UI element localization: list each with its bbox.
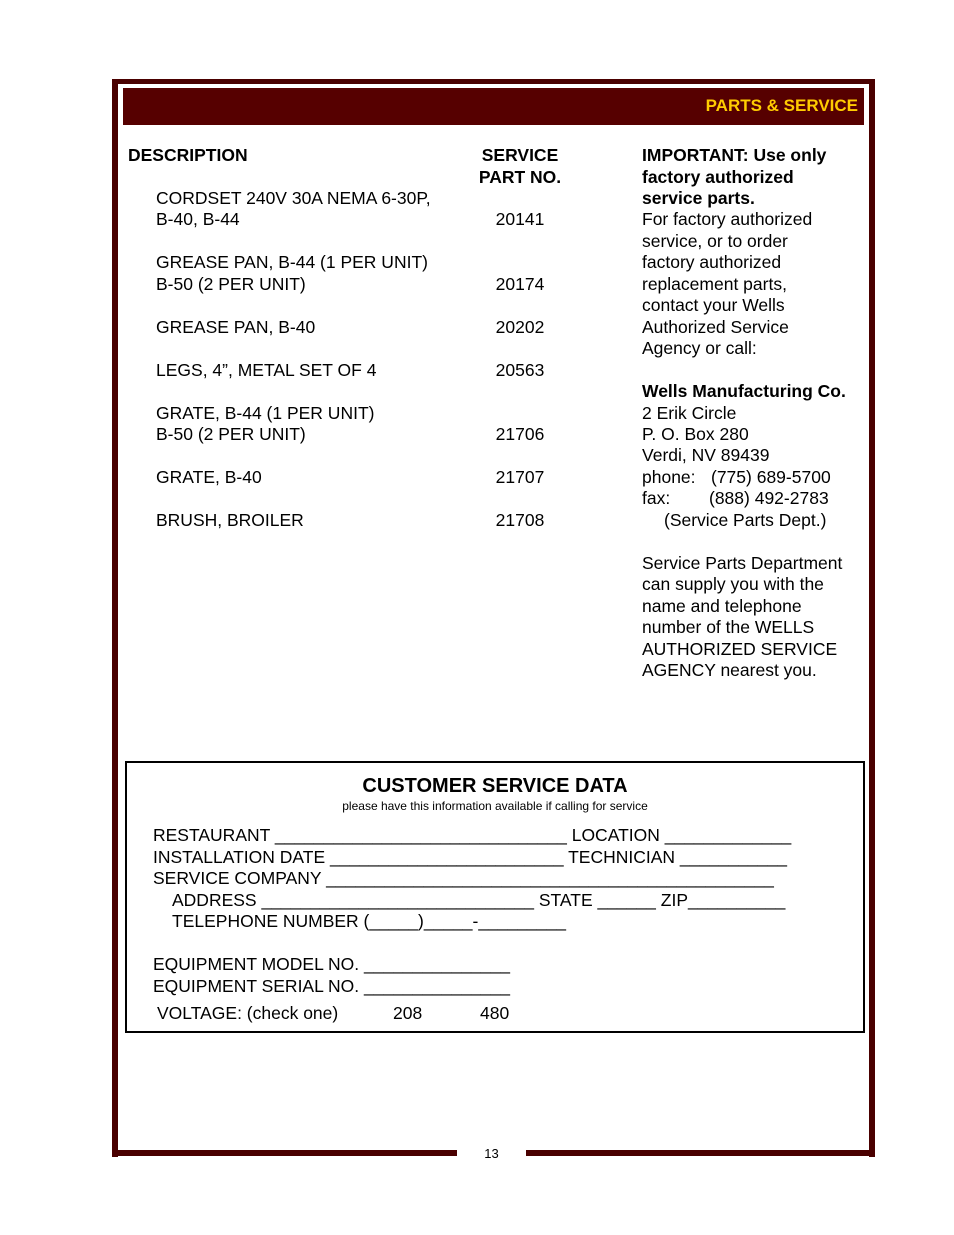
part-number-column-header-line2: PART NO. <box>478 167 562 187</box>
customer-service-subtitle: please have this information available if calling for service <box>342 799 648 813</box>
part-description: CORDSET 240V 30A NEMA 6-30P, <box>156 188 431 208</box>
form-line-installation: INSTALLATION DATE ________________________ TECHNICIAN ___________ <box>153 847 787 867</box>
part-number: 20141 <box>495 209 545 229</box>
page-frame-left <box>112 79 118 1157</box>
page-frame-right <box>869 79 875 1157</box>
form-line-service-company: SERVICE COMPANY ______________________________________________ <box>153 868 774 888</box>
company-address: P. O. Box 280 <box>642 424 749 444</box>
part-description: LEGS, 4”, METAL SET OF 4 <box>156 360 377 380</box>
company-address: Verdi, NV 89439 <box>642 445 770 465</box>
section-title: PARTS & SERVICE <box>705 96 858 115</box>
closing-note: number of the WELLS <box>642 617 815 637</box>
voltage-option-480: 480 <box>480 1003 510 1023</box>
service-intro: Authorized Service <box>642 317 789 337</box>
customer-service-title: CUSTOMER SERVICE DATA <box>362 775 628 797</box>
part-description: GREASE PAN, B-44 (1 PER UNIT) <box>156 252 428 272</box>
closing-note: AUTHORIZED SERVICE <box>642 639 838 659</box>
important-note: IMPORTANT: Use only <box>642 145 827 165</box>
company-name: Wells Manufacturing Co. <box>642 381 846 401</box>
page-number: 13 <box>484 1146 499 1161</box>
part-description: GREASE PAN, B-40 <box>156 317 316 337</box>
part-number: 20174 <box>495 274 545 294</box>
company-address: 2 Erik Circle <box>642 403 737 423</box>
closing-note: Service Parts Department <box>642 553 843 573</box>
voltage-option-208: 208 <box>393 1003 423 1023</box>
part-description: GRATE, B-44 (1 PER UNIT) <box>156 403 375 423</box>
phone-label: phone: <box>642 467 696 487</box>
part-number: 20563 <box>495 360 545 380</box>
form-line-telephone: TELEPHONE NUMBER (_____)_____-_________ <box>172 911 566 931</box>
service-intro: replacement parts, <box>642 274 787 294</box>
part-number: 20202 <box>495 317 545 337</box>
part-number-column-header-line1: SERVICE <box>481 145 559 165</box>
part-description: B-50 (2 PER UNIT) <box>156 274 306 294</box>
service-intro: contact your Wells <box>642 295 785 315</box>
service-parts-dept: (Service Parts Dept.) <box>664 510 827 530</box>
fax-number: (888) 492-2783 <box>709 488 829 508</box>
service-intro: For factory authorized <box>642 209 813 229</box>
page-frame-bottom-left <box>112 1150 457 1156</box>
form-line-restaurant: RESTAURANT ______________________________ LOCATION _____________ <box>153 825 792 845</box>
part-number: 21707 <box>495 467 545 487</box>
closing-note: can supply you with the <box>642 574 824 594</box>
page-frame-top <box>112 79 875 84</box>
part-number: 21708 <box>495 510 545 530</box>
important-note: service parts. <box>642 188 755 208</box>
part-description: B-50 (2 PER UNIT) <box>156 424 306 444</box>
part-description: GRATE, B-40 <box>156 467 262 487</box>
closing-note: AGENCY nearest you. <box>642 660 817 680</box>
description-column-header: DESCRIPTION <box>128 145 248 165</box>
phone-number: (775) 689-5700 <box>711 467 831 487</box>
form-line-address: ADDRESS ____________________________ STATE ______ ZIP__________ <box>172 890 786 910</box>
form-line-model: EQUIPMENT MODEL NO. _______________ <box>153 954 510 974</box>
important-note: factory authorized <box>642 167 794 187</box>
closing-note: name and telephone <box>642 596 802 616</box>
form-line-serial: EQUIPMENT SERIAL NO. _______________ <box>153 976 511 996</box>
part-description: B-40, B-44 <box>156 209 240 229</box>
service-intro: factory authorized <box>642 252 782 272</box>
service-intro: Agency or call: <box>642 338 757 358</box>
voltage-label: VOLTAGE: (check one) <box>157 1003 339 1023</box>
section-header-bar <box>123 88 864 125</box>
part-number: 21706 <box>495 424 545 444</box>
part-description: BRUSH, BROILER <box>156 510 304 530</box>
fax-label: fax: <box>642 488 671 508</box>
page-frame-bottom-right <box>526 1150 875 1156</box>
service-intro: service, or to order <box>642 231 788 251</box>
